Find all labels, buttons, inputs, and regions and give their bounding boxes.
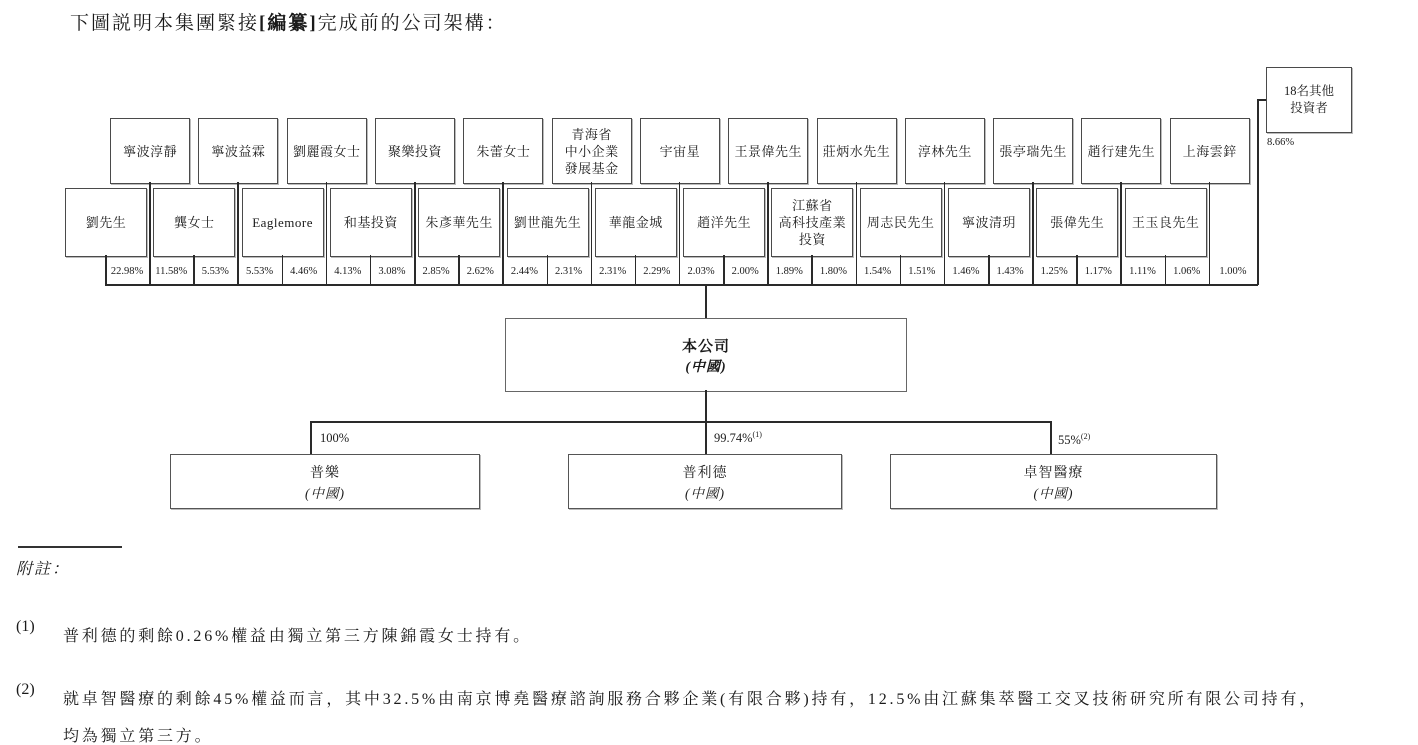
shareholder-name: 寧波淳靜 [123, 143, 178, 159]
shareholder-box [993, 118, 1073, 184]
company-box [505, 318, 907, 392]
notes-heading: 附註： [16, 561, 71, 578]
note-line: 均為獨立第三方。 [63, 728, 214, 745]
other-investors-name: 18名其他 [1283, 84, 1334, 98]
shareholder-name: 周志民先生 [866, 215, 935, 230]
shareholder-pct: 1.43% [996, 265, 1024, 277]
shareholder-pct: 1.00% [1219, 265, 1247, 277]
pct-value: 55% [1058, 433, 1081, 448]
pct-note-ref: (2) [1080, 432, 1091, 441]
shareholder-box [198, 118, 278, 184]
shareholder-box [640, 118, 720, 184]
shareholder-name: 高科技產業 [778, 215, 847, 230]
shareholder-name: 華龍金城 [608, 215, 663, 230]
note-line: 就卓智醫療的剩餘45%權益而言，其中32.5%由南京博堯醫療諮詢服務合夥企業(有限合夥)持有，12.5%由江蘇集萃醫工交叉技術研究所有限公司持有， [63, 691, 1319, 708]
shareholder-box [817, 118, 897, 184]
note-number: (1) [16, 618, 35, 635]
shareholder-pct: 1.25% [1040, 265, 1068, 277]
subsidiary-name: 普樂 [310, 465, 340, 481]
shareholder-pct: 1.17% [1084, 265, 1112, 277]
shareholder-name: 宇宙星 [659, 143, 701, 159]
note-text [63, 681, 1413, 745]
subsidiary-region: (中國) [305, 485, 345, 501]
subsidiary-name: 普利德 [682, 465, 728, 481]
shareholder-box [1125, 188, 1207, 257]
subsidiary-pct [1058, 432, 1090, 448]
shareholder-name: 聚樂投資 [388, 143, 443, 159]
shareholder-name: 投資 [798, 232, 826, 247]
note-text [63, 618, 1413, 655]
shareholder-box [287, 118, 367, 184]
shareholder-pct: 1.89% [775, 265, 803, 277]
shareholder-box [153, 188, 235, 257]
shareholder-box [728, 118, 808, 184]
note-number: (2) [16, 681, 35, 698]
shareholder-name: 龔女士 [174, 215, 215, 230]
shareholder-box [507, 188, 589, 257]
shareholder-pct: 2.00% [731, 265, 759, 277]
subsidiary-pct [714, 430, 762, 446]
company-drop-line [705, 284, 707, 318]
shareholder-name: 王景偉先生 [734, 143, 802, 159]
pct-value: 100% [320, 431, 350, 446]
title-bracket: [編纂] [259, 13, 318, 34]
shareholder-box [418, 188, 500, 257]
shareholder-box [330, 188, 412, 257]
shareholder-box [948, 188, 1030, 257]
shareholder-pct: 2.62% [466, 265, 494, 277]
shareholder-name: 寧波益霖 [211, 143, 266, 159]
shareholder-pct: 5.53% [201, 265, 229, 277]
shareholder-box [375, 118, 455, 184]
shareholder-box [771, 188, 853, 257]
shareholder-box [905, 118, 985, 184]
shareholder-name: 趙行建先生 [1087, 143, 1156, 159]
title-post: 完成前的公司架構： [317, 13, 507, 34]
shareholder-pct: 2.29% [643, 265, 671, 277]
shareholder-name: Eaglemore [252, 215, 313, 230]
shareholder-name: 張偉先生 [1050, 215, 1105, 230]
shareholder-pct: 4.46% [290, 265, 318, 277]
shareholder-box [683, 188, 765, 257]
connector-line [1257, 99, 1259, 285]
branch-drop-line [310, 421, 312, 454]
shareholder-box [860, 188, 942, 257]
shareholder-name: 劉世龍先生 [513, 215, 582, 230]
branch-line [310, 421, 1051, 423]
subsidiary-pct [320, 430, 349, 446]
shareholder-pct: 1.54% [864, 265, 892, 277]
shareholder-pct: 1.06% [1173, 265, 1201, 277]
other-investors-box [1266, 67, 1352, 133]
shareholder-name: 張亭瑞先生 [999, 143, 1067, 159]
shareholder-name: 中小企業 [564, 143, 619, 159]
shareholder-pct: 4.13% [334, 265, 362, 277]
shareholder-pct: 1.46% [952, 265, 980, 277]
branch-drop-line [1050, 421, 1052, 454]
shareholder-pct: 22.98% [110, 265, 144, 277]
other-investors-pct: 8.66% [1267, 137, 1295, 148]
shareholder-name: 朱蕾女士 [476, 143, 531, 159]
shareholder-pct: 1.80% [819, 265, 848, 277]
page-title [70, 8, 507, 35]
shareholder-pct: 5.53% [245, 265, 274, 277]
shareholder-pct: 2.44% [510, 265, 538, 277]
shareholder-box [65, 188, 147, 257]
shareholder-pct: 2.31% [599, 265, 627, 277]
subsidiary-region: (中國) [685, 485, 725, 501]
shareholder-name: 趙洋先生 [697, 215, 752, 230]
shareholder-pct: 2.85% [422, 265, 450, 277]
shareholder-box [595, 188, 677, 257]
shareholder-box [1170, 118, 1250, 184]
shareholder-name: 青海省 [571, 126, 612, 142]
subsidiary-box [170, 454, 480, 509]
notes-rule [18, 546, 122, 548]
shareholder-pct: 1.11% [1129, 265, 1156, 277]
shareholder-name: 寧波清玥 [961, 215, 1016, 230]
subsidiary-name: 卓智醫療 [1023, 465, 1084, 481]
shareholder-name: 劉麗霞女士 [292, 143, 361, 159]
subsidiary-region: (中國) [1033, 485, 1074, 501]
company-name: 本公司 [681, 338, 730, 355]
shareholder-box [463, 118, 543, 184]
shareholder-name: 和基投資 [343, 215, 398, 230]
shareholder-box [110, 118, 190, 184]
title-pre: 下圖説明本集團緊接 [70, 13, 260, 34]
shareholder-name: 王玉良先生 [1131, 215, 1200, 230]
shareholder-box [1036, 188, 1118, 257]
shareholder-name: 劉先生 [85, 215, 127, 230]
shareholder-box [1081, 118, 1161, 184]
shareholder-name: 莊炳水先生 [822, 143, 891, 159]
shareholder-box [242, 188, 324, 257]
subsidiary-box [568, 454, 842, 509]
shareholder-pct: 11.58% [155, 265, 188, 277]
shareholder-name: 淳林先生 [917, 143, 972, 159]
shareholder-pct: 1.51% [908, 265, 936, 277]
shareholder-pct: 2.03% [687, 265, 715, 277]
shareholder-name: 朱彥華先生 [425, 215, 493, 230]
company-region: (中國) [685, 359, 727, 375]
subsidiary-box [890, 454, 1217, 509]
shareholder-name: 江蘇省 [792, 198, 833, 213]
shareholder-pct: 3.08% [378, 265, 406, 277]
bus-line [105, 284, 1258, 286]
shareholder-box [552, 118, 632, 184]
shareholder-name: 上海雲鋅 [1182, 143, 1237, 159]
shareholder-name: 發展基金 [564, 160, 619, 176]
pct-value: 99.74% [714, 431, 753, 446]
shareholder-pct: 2.31% [555, 265, 583, 277]
other-investors-name: 投資者 [1290, 101, 1328, 115]
pct-note-ref: (1) [752, 430, 762, 439]
note-line: 普利德的剩餘0.26%權益由獨立第三方陳錦霞女士持有。 [63, 628, 532, 645]
